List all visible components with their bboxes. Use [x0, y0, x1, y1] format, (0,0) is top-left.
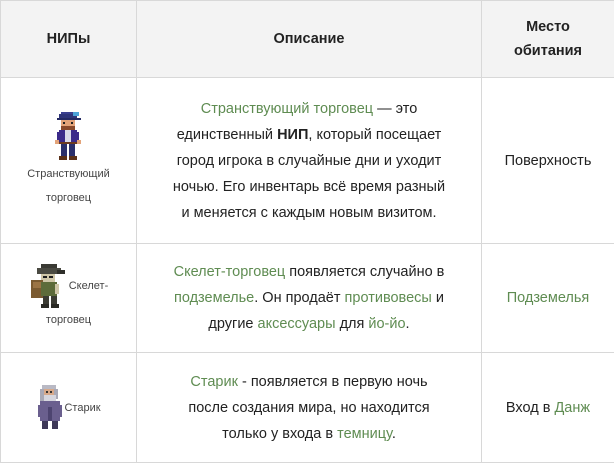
- table-header-row: [1, 1, 614, 78]
- npc-habitat: Поверхность: [482, 78, 614, 244]
- link-skeleton-merchant[interactable]: Скелет-торговец: [174, 264, 286, 280]
- npc-name-cont: торговец: [46, 308, 91, 332]
- link-habitat-dungeons[interactable]: Подземелья: [507, 290, 590, 306]
- link-old-man[interactable]: Старик: [190, 374, 238, 390]
- table-row: [1, 353, 614, 463]
- traveling-merchant-sprite[interactable]: [55, 112, 83, 162]
- link-traveling-merchant[interactable]: Странствующий торговец: [201, 101, 373, 117]
- link-habitat-dungeon[interactable]: Данж: [554, 400, 590, 416]
- header-npc: НИПы: [1, 1, 137, 78]
- npc-name: Скелет-: [69, 274, 109, 298]
- table-row: [1, 78, 614, 244]
- npc-description: Странствующий торговец — это единственный НИП, который посещает город игрока в случайные дни и уходит ночью. Его инвентарь всё время разный и меняется с каждым новым визитом.: [137, 78, 482, 244]
- table-row: [1, 244, 614, 353]
- npc-name-cont: торговец: [46, 186, 91, 210]
- old-man-sprite[interactable]: [36, 385, 64, 431]
- link-dungeon[interactable]: подземелье: [174, 290, 254, 306]
- link-yoyo[interactable]: йо-йо: [368, 316, 405, 332]
- link-dungeon-entrance[interactable]: темницу: [337, 426, 392, 442]
- npc-cell-old-man: [1, 353, 137, 463]
- npc-cell-traveling-merchant: [1, 78, 137, 244]
- npc-habitat: [482, 244, 614, 353]
- npc-description: Скелет-торговец появляется случайно в подземелье. Он продаёт противовесы и другие аксессуары для йо-йо.: [137, 244, 482, 353]
- npc-cell-skeleton-merchant: [1, 244, 137, 353]
- link-accessories[interactable]: аксессуары: [258, 316, 336, 332]
- npc-habitat: Вход в Данж: [482, 353, 614, 463]
- npc-description: Старик - появляется в первую ночь после создания мира, но находится только у входа в темницу.: [137, 353, 482, 463]
- skeleton-merchant-sprite[interactable]: [29, 264, 69, 308]
- header-description: Описание: [137, 1, 482, 78]
- link-counterweights[interactable]: противовесы: [345, 290, 432, 306]
- npc-name: Старик: [64, 396, 100, 420]
- header-habitat: Место обитания: [482, 1, 614, 78]
- npc-name: Странствующий: [27, 162, 110, 186]
